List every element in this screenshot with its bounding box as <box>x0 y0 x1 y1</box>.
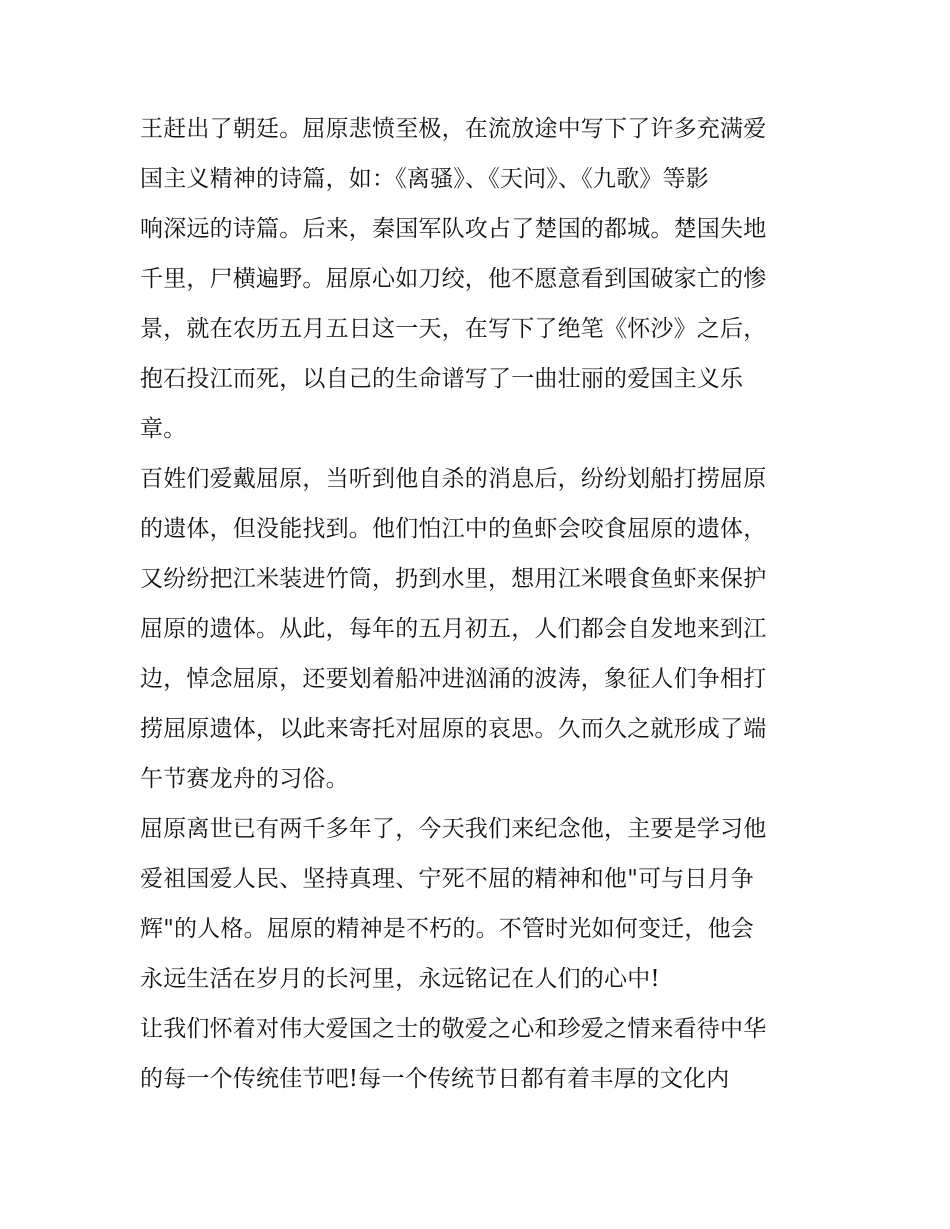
text-line: 章。 <box>140 416 187 442</box>
text-line: 抱石投江而死，以自己的生命谱写了一曲壮丽的爱国主义乐 <box>140 366 744 392</box>
text-line: 王赶出了朝廷。屈原悲愤至极，在流放途中写下了许多充满爱 <box>140 116 767 142</box>
text-line: 的每一个传统佳节吧!每一个传统节日都有着丰厚的文化内 <box>140 1066 730 1092</box>
text-line: 捞屈原遗体，以此来寄托对屈原的哀思。久而久之就形成了端 <box>140 716 767 742</box>
text-line: 屈原离世已有两千多年了，今天我们来纪念他，主要是学习他 <box>140 816 767 842</box>
text-line: 爱祖国爱人民、坚持真理、宁死不屈的精神和他"可与日月争 <box>140 866 754 892</box>
document-body-text <box>140 104 820 1104</box>
text-line: 又纷纷把江米装进竹筒，扔到水里，想用江米喂食鱼虾来保护 <box>140 566 767 592</box>
text-line: 边，悼念屈原，还要划着船冲进汹涌的波涛，象征人们争相打 <box>140 666 767 692</box>
text-line: 响深远的诗篇。后来，秦国军队攻占了楚国的都城。楚国失地 <box>140 216 767 242</box>
text-line: 让我们怀着对伟大爱国之士的敬爱之心和珍爱之情来看待中华 <box>140 1016 767 1042</box>
text-line: 的遗体，但没能找到。他们怕江中的鱼虾会咬食屈原的遗体， <box>140 516 767 542</box>
text-line: 千里，尸横遍野。屈原心如刀绞，他不愿意看到国破家亡的惨 <box>140 266 767 292</box>
text-line: 永远生活在岁月的长河里，永远铭记在人们的心中! <box>140 966 660 992</box>
text-line: 百姓们爱戴屈原，当听到他自杀的消息后，纷纷划船打捞屈原 <box>140 466 767 492</box>
text-line: 午节赛龙舟的习俗。 <box>140 766 349 792</box>
text-line: 景，就在农历五月五日这一天，在写下了绝笔《怀沙》之后， <box>140 316 767 342</box>
text-line: 辉"的人格。屈原的精神是不朽的。不管时光如何变迁，他会 <box>140 916 754 942</box>
text-line: 屈原的遗体。从此，每年的五月初五，人们都会自发地来到江 <box>140 616 767 642</box>
text-line: 国主义精神的诗篇，如：《离骚》、《天问》、《九歌》等影 <box>140 166 709 192</box>
